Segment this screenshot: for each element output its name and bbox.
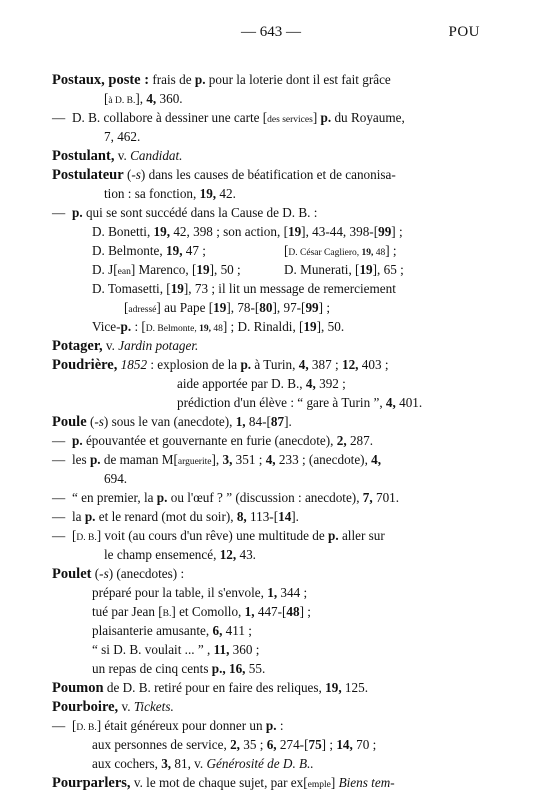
text-segment: — — [52, 433, 66, 448]
text-segment: ], 78-[ — [226, 300, 260, 315]
text-segment: tué par Jean [ — [92, 604, 163, 619]
text-segment: D. J[ — [92, 262, 118, 277]
text-segment: p. — [84, 509, 96, 524]
index-entry-line — [52, 336, 492, 355]
text-segment: 3, — [222, 452, 233, 467]
text-segment: ean — [117, 267, 131, 277]
index-entry-line — [52, 165, 492, 184]
index-subentry-line — [52, 754, 492, 773]
text-segment: Générosité de D. B.. — [206, 756, 314, 771]
text-segment: Candidat. — [130, 148, 183, 163]
index-subentry-line — [52, 260, 492, 279]
text-segment: à Turin, — [251, 357, 299, 372]
index-subentry-line — [52, 602, 492, 621]
text-segment: : [ — [131, 319, 146, 334]
running-head: POU — [448, 24, 480, 40]
text-segment: p., 16, — [211, 661, 246, 676]
text-segment: 81, v. — [171, 756, 207, 771]
index-entry-line — [52, 431, 492, 450]
text-segment: ] et Comollo, — [171, 604, 245, 619]
text-segment: — — [52, 452, 66, 467]
text-segment: p. — [156, 490, 168, 505]
text-segment: Pourparlers, — [52, 775, 131, 791]
index-entry-line — [52, 412, 492, 431]
text-segment: 70 ; — [352, 737, 377, 752]
text-segment: 7, 462. — [104, 129, 141, 144]
text-segment: 87 — [270, 414, 285, 429]
text-segment: ], — [135, 91, 147, 106]
text-segment: 387 ; — [308, 357, 342, 372]
text-segment: qui se sont succédé dans la Cause de D. B. : — [82, 205, 318, 220]
text-segment: 4, — [371, 452, 382, 467]
text-segment: ], 65 ; — [372, 262, 404, 277]
index-entry-line — [52, 203, 492, 222]
text-segment: 19 — [170, 281, 184, 296]
text-segment: 6, — [212, 623, 223, 638]
text-segment: 701. — [372, 490, 400, 505]
text-segment: épouvantée et gouvernante en furie (anecdote), — [82, 433, 337, 448]
index-subentry-line — [52, 279, 492, 298]
index-subentry-line — [52, 640, 492, 659]
text-segment: ) dans les causes de béatification et de canonisa- — [140, 167, 396, 182]
text-segment: Poulet — [52, 566, 92, 582]
text-segment: pour la loterie dont il est fait grâce — [205, 72, 391, 87]
text-segment: ] — [312, 110, 321, 125]
index-entry-line — [52, 697, 492, 716]
text-segment: — — [52, 490, 66, 505]
index-subentry-line — [52, 184, 492, 203]
text-segment: D. Belmonte, — [145, 324, 200, 334]
index-subentry-line — [52, 621, 492, 640]
text-segment: [ — [284, 243, 289, 258]
text-segment: 48 — [286, 604, 300, 619]
index-entry-line — [52, 526, 492, 545]
text-segment: ( — [86, 414, 95, 429]
text-segment: ) sous le van (anecdote), — [103, 414, 236, 429]
text-segment: arguerite — [177, 457, 212, 467]
text-segment: frais de — [149, 72, 195, 87]
text-segment: ) (anecdotes) : — [108, 566, 185, 581]
text-segment: Vice- — [92, 319, 121, 334]
index-subentry-line — [52, 127, 492, 146]
text-segment: Tickets. — [133, 699, 174, 714]
text-segment: 2, — [230, 737, 240, 752]
text-segment: v. le mot de chaque sujet, par ex[ — [130, 775, 308, 790]
index-subentry-line — [52, 374, 492, 393]
text-segment: D. César Cagliero, — [288, 248, 362, 258]
text-segment: un repas de cinq cents — [92, 661, 212, 676]
index-entry-line — [52, 355, 492, 374]
text-segment: aide apportée par D. B., — [177, 376, 306, 391]
text-segment: ] ; — [321, 737, 337, 752]
text-segment: 4, — [265, 452, 276, 467]
text-segment: v. — [102, 338, 119, 353]
text-segment: 233 ; (anecdote), — [275, 452, 372, 467]
text-segment: : explosion de la — [147, 357, 241, 372]
index-subentry-line — [52, 469, 492, 488]
text-segment: p. — [320, 110, 332, 125]
text-segment: 19 — [303, 319, 317, 334]
text-segment: ] Marenco, [ — [130, 262, 197, 277]
text-segment: : — [276, 718, 284, 733]
page-number: — 643 — — [241, 24, 301, 40]
text-segment: 42, 398 ; son action, [ — [170, 224, 288, 239]
text-segment: 1, — [244, 604, 255, 619]
text-segment: p. — [328, 528, 339, 543]
text-segment: Postaux, poste : — [52, 72, 150, 88]
text-segment: D. Tomasetti, [ — [92, 281, 171, 296]
text-segment: préparé pour la table, il s'envole, — [92, 585, 268, 600]
text-segment: des services — [267, 115, 313, 125]
text-segment: 113-[ — [246, 509, 279, 524]
text-segment: 8, — [236, 509, 247, 524]
text-segment: à D. B. — [108, 96, 136, 106]
text-segment: — — [52, 205, 66, 220]
text-segment: prédiction d'un élève : “ gare à Turin ”, — [177, 395, 386, 410]
text-segment: 392 ; — [315, 376, 346, 391]
text-segment: 99 — [378, 224, 392, 239]
text-segment: 48 — [373, 248, 386, 258]
text-segment: 19, — [199, 186, 217, 201]
index-column-entry — [284, 260, 404, 279]
text-segment: ou l'œuf ? ” (discussion : anecdote), — [167, 490, 363, 505]
text-segment: 447-[ — [254, 604, 287, 619]
text-segment: 19, — [361, 248, 374, 258]
text-segment: 55. — [245, 661, 266, 676]
text-segment: ], — [211, 452, 223, 467]
text-segment: 19, — [153, 224, 171, 239]
text-segment: et le renard (mot du soir), — [95, 509, 237, 524]
text-segment: 351 ; — [232, 452, 266, 467]
text-segment: p. — [89, 452, 101, 467]
index-entry-line — [52, 507, 492, 526]
text-segment: 99 — [305, 300, 319, 315]
text-segment: 274-[ — [276, 737, 309, 752]
text-segment: “ si D. B. voulait ... ” , — [92, 642, 214, 657]
text-segment: 4, — [298, 357, 309, 372]
text-segment: Poudrière, — [52, 357, 118, 373]
index-entry-line — [52, 146, 492, 165]
index-subentry-line — [52, 89, 492, 108]
text-segment: ] ; — [318, 300, 330, 315]
text-segment: 11, — [213, 642, 230, 657]
text-segment: ], 73 ; il lit un message de remerciement — [183, 281, 396, 296]
text-segment: adressé — [128, 305, 157, 315]
text-segment: les — [72, 452, 90, 467]
text-segment: la — [72, 509, 85, 524]
index-subentry-line — [52, 393, 492, 412]
text-segment: [ — [72, 528, 77, 543]
text-segment: ], 50. — [316, 319, 345, 334]
index-entry-line — [52, 716, 492, 735]
text-segment: 4, — [146, 91, 157, 106]
text-segment: 19 — [287, 224, 302, 239]
text-segment: D. Munerati, [ — [284, 262, 360, 277]
text-segment: ] — [330, 775, 339, 790]
text-segment: 47 ; — [182, 243, 206, 258]
text-segment: 48 — [210, 324, 223, 334]
text-segment: Potager, — [52, 338, 103, 354]
text-segment: 4, — [385, 395, 396, 410]
text-segment: 1852 — [120, 357, 148, 372]
text-segment: 287. — [346, 433, 374, 448]
text-segment: 403 ; — [358, 357, 389, 372]
text-segment: 6, — [266, 737, 277, 752]
index-entries — [52, 70, 492, 792]
index-subentry-line — [52, 659, 492, 678]
text-segment: p. — [265, 718, 277, 733]
text-segment: 84-[ — [245, 414, 271, 429]
text-segment: -s — [94, 414, 104, 429]
text-segment: p. — [240, 357, 252, 372]
text-segment: 19, — [199, 324, 211, 334]
index-subentry-line — [52, 317, 492, 336]
index-entry-line — [52, 564, 492, 583]
text-segment: aux cochers, — [92, 756, 162, 771]
text-segment: 1, — [267, 585, 278, 600]
text-segment: Pourboire, — [52, 699, 119, 715]
text-segment: 19, — [166, 243, 183, 258]
text-segment: B. — [162, 609, 172, 619]
text-segment: ], 43-44, 398-[ — [301, 224, 379, 239]
index-entry-line — [52, 450, 492, 469]
index-subentry-line — [52, 583, 492, 602]
text-segment: 7, — [362, 490, 373, 505]
text-segment: plaisanterie amusante, — [92, 623, 213, 638]
text-segment: — — [52, 509, 66, 524]
text-segment: [ — [104, 91, 109, 106]
text-segment: emple — [307, 780, 331, 790]
text-segment: 14, — [336, 737, 353, 752]
text-segment: de maman M[ — [100, 452, 178, 467]
index-subentry-line — [52, 298, 492, 317]
text-segment: aller sur — [338, 528, 385, 543]
page-header — [0, 24, 542, 44]
text-segment: D. B. — [76, 533, 97, 543]
text-segment: 43. — [236, 547, 256, 562]
text-segment: 12, — [341, 357, 359, 372]
text-segment: v. — [114, 148, 131, 163]
text-segment: ], 50 ; — [209, 262, 241, 277]
text-segment: 35 ; — [239, 737, 267, 752]
index-entry-line — [52, 678, 492, 697]
text-segment: ] ; — [299, 604, 311, 619]
text-segment: ]. — [284, 414, 292, 429]
text-segment: Postulateur — [52, 167, 124, 183]
text-segment: Poumon — [52, 680, 104, 696]
text-segment: p. — [120, 319, 132, 334]
index-subentry-line — [52, 241, 492, 260]
text-segment: 3, — [161, 756, 172, 771]
text-segment: 694. — [104, 471, 128, 486]
text-segment: Poule — [52, 414, 87, 430]
text-segment: du Royaume, — [331, 110, 405, 125]
text-segment: tion : sa fonction, — [104, 186, 200, 201]
text-segment: ( — [123, 167, 132, 182]
text-segment: 14 — [278, 509, 292, 524]
text-segment: D. B. collabore à dessiner une carte [ — [72, 110, 268, 125]
text-segment: — — [52, 110, 66, 125]
text-segment: 75 — [308, 737, 322, 752]
text-segment: “ en premier, la — [72, 490, 157, 505]
text-segment: 125. — [341, 680, 368, 695]
text-segment: 2, — [336, 433, 347, 448]
text-segment: 80 — [259, 300, 273, 315]
index-entry-line — [52, 773, 492, 792]
text-segment: — — [52, 528, 66, 543]
text-segment: ] ; D. Rinaldi, [ — [222, 319, 304, 334]
index-entry-line — [52, 70, 492, 89]
text-segment: 360. — [156, 91, 183, 106]
text-segment: 19 — [359, 262, 373, 277]
text-segment: ] voit (au cours d'un rêve) une multitude de — [96, 528, 328, 543]
index-entry-line — [52, 108, 492, 127]
text-segment: -s — [131, 167, 141, 182]
index-subentry-line — [52, 545, 492, 564]
text-segment: 344 ; — [277, 585, 308, 600]
text-segment: 360 ; — [229, 642, 260, 657]
text-segment: Postulant, — [52, 148, 115, 164]
text-segment: Jardin potager. — [118, 338, 199, 353]
text-segment: 12, — [219, 547, 237, 562]
text-segment: 19 — [196, 262, 210, 277]
index-subentry-line — [52, 222, 492, 241]
text-segment: de D. B. retiré pour en faire des reliques, — [103, 680, 326, 695]
text-segment: 42. — [216, 186, 236, 201]
text-segment: aux personnes de service, — [92, 737, 231, 752]
text-segment: — — [52, 718, 66, 733]
text-segment: ] au Pape [ — [156, 300, 214, 315]
text-segment: p. — [194, 72, 206, 87]
text-segment: v. — [118, 699, 134, 714]
index-entry-line — [52, 488, 492, 507]
text-segment: p. — [72, 433, 83, 448]
text-segment: ] ; — [385, 243, 397, 258]
text-segment: 401. — [395, 395, 423, 410]
text-segment: [ — [124, 300, 129, 315]
text-segment: ] ; — [391, 224, 403, 239]
text-segment: ], 97-[ — [272, 300, 306, 315]
text-segment: ] était généreux pour donner un — [96, 718, 266, 733]
text-segment: -s — [99, 566, 109, 581]
text-segment: 4, — [305, 376, 316, 391]
text-segment: D. B. — [76, 723, 97, 733]
text-segment: 19, — [325, 680, 342, 695]
text-segment: ( — [91, 566, 100, 581]
text-segment: le champ ensemencé, — [104, 547, 220, 562]
text-segment: p. — [72, 205, 83, 220]
text-segment: 19 — [213, 300, 227, 315]
text-segment: D. Belmonte, — [92, 243, 166, 258]
index-subentry-line — [52, 735, 492, 754]
text-segment: [ — [72, 718, 77, 733]
text-segment: ]. — [291, 509, 299, 524]
text-segment: Biens tem- — [338, 775, 395, 790]
text-segment: 1, — [235, 414, 246, 429]
text-segment: 411 ; — [222, 623, 252, 638]
text-segment: D. Bonetti, — [92, 224, 154, 239]
